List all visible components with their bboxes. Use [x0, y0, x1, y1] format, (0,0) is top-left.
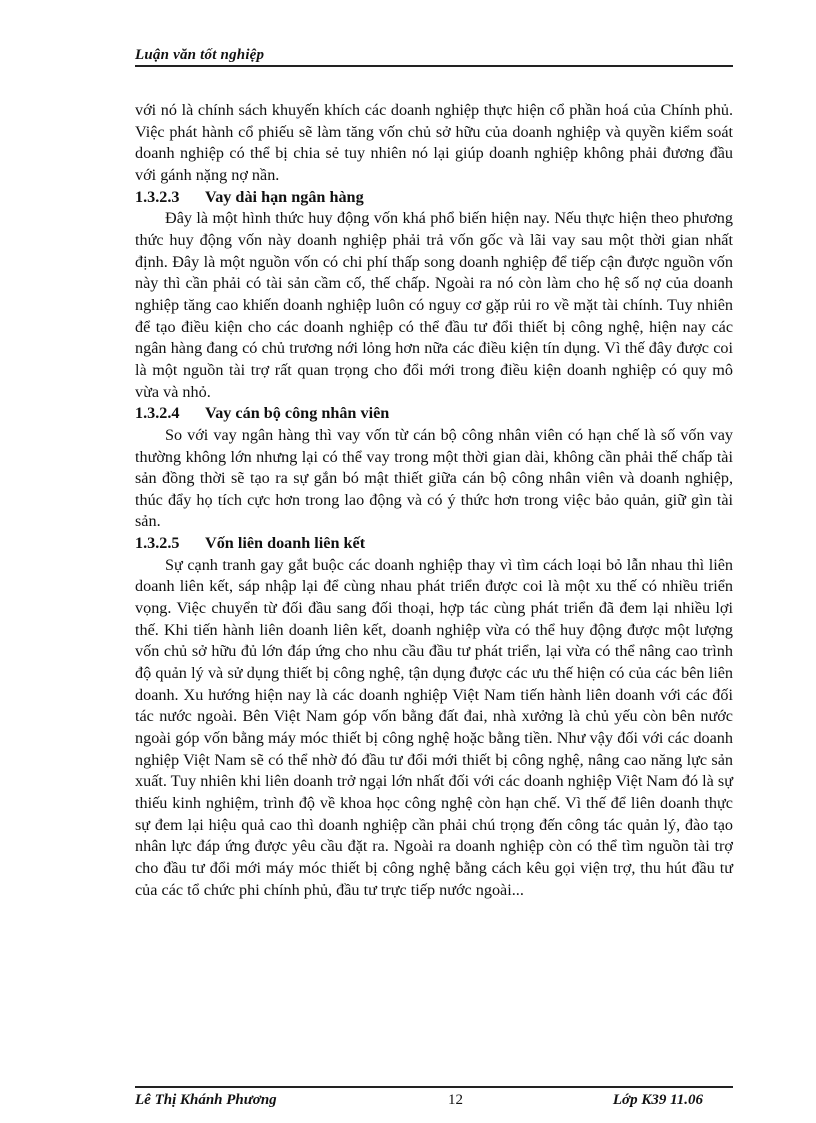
section-title: Vay dài hạn ngân hàng — [205, 187, 364, 206]
page-footer — [135, 1092, 733, 1114]
page-number: 12 — [448, 1092, 463, 1108]
section-heading-1-3-2-3 — [135, 187, 733, 209]
running-header: Luận văn tốt nghiệp — [135, 47, 265, 63]
paragraph-intro: với nó là chính sách khuyến khích các doanh nghiệp thực hiện cổ phần hoá của Chính phủ. Việc phát hành cổ phiếu sẽ làm tăng vốn chủ sở hữu của doanh nghiệp và quyền kiểm soát doanh nghiệp có thể bị chia sẻ tuy nhiên nó lại giúp doanh nghiệp không phải đương đầu với gánh nặng nợ nần. — [135, 101, 733, 184]
paragraph-von-lien-doanh: Sự cạnh tranh gay gắt buộc các doanh nghiệp thay vì tìm cách loại bỏ lẫn nhau thì liên doanh liên kết, sáp nhập lại để cùng nhau phát triển được coi là một xu thế có nhiều triển vọng. Việc chuyển từ đối đầu sang đối thoại, hợp tác cùng phát triển đã đem lại nhiều lợi thế. Khi tiến hành liên doanh liên kết, doanh nghiệp vừa có thể huy động được một lượng vốn chủ sở hữu đủ lớn đáp ứng cho nhu cầu đầu tư phát triển, lại vừa có thể nâng cao trình độ quản lý và sử dụng thiết bị công nghệ, tận dụng được các ưu thế hiện có của các bên liên doanh. Xu hướng hiện nay là các doanh nghiệp Việt Nam tiến hành liên doanh với các đối tác nước ngoài. Bên Việt Nam góp vốn bằng đất đai, nhà xưởng là chủ yếu còn bên nước ngoài góp vốn bằng máy móc thiết bị công nghệ hoặc bằng tiền. Như vậy đối với các doanh nghiệp Việt Nam sẽ có thể nhờ đó đầu tư đổi mới thiết bị công nghệ, nâng cao năng lực sản xuất. Tuy nhiên khi liên doanh trở ngại lớn nhất đối với các doanh nghiệp Việt Nam đó là sự thiếu kinh nghiệm, trình độ về khoa học công nghệ còn hạn chế. Vì thế để liên doanh thực sự đem lại hiệu quả cao thì doanh nghiệp cần phải chú trọng đến công tác quản lý, đào tạo nhân lực đáp ứng được yêu cầu đặt ra. Ngoài ra doanh nghiệp còn có thể tìm nguồn tài trợ cho đầu tư đổi mới máy móc thiết bị công nghệ bằng cách kêu gọi viện trợ, thu hút đầu tư của các tổ chức phi chính phủ, đầu tư trực tiếp nước ngoài... — [135, 555, 733, 899]
body-text — [135, 100, 733, 901]
section-number: 1.3.2.5 — [135, 534, 180, 553]
paragraph-vay-dai-han: Đây là một hình thức huy động vốn khá phổ biến hiện nay. Nếu thực hiện theo phương thức huy động vốn này doanh nghiệp phải trả vốn gốc và lãi vay sau một thời gian nhất định. Đây là một nguồn vốn có chi phí thấp song doanh nghiệp để tiếp cận được nguồn vốn này thì cần phải có tài sản cầm cố, thế chấp. Ngoài ra nó còn làm cho hệ số nợ của doanh nghiệp tăng cao khiến doanh nghiệp luôn có nguy cơ gặp rủi ro về mặt tài chính. Tuy nhiên để tạo điều kiện cho các doanh nghiệp có thể đầu tư đổi thiết bị công nghệ, hiện nay các ngân hàng đang có chủ trương nới lỏng hơn nữa các điều kiện tín dụng. Vì thế đây được coi là một nguồn tài trợ rất quan trọng cho đổi mới trong điều kiện doanh nghiệp có quy mô vừa và nhỏ. — [135, 209, 733, 401]
section-heading-1-3-2-5 — [135, 533, 733, 555]
section-title: Vay cán bộ công nhân viên — [205, 404, 390, 423]
section-heading-1-3-2-4 — [135, 403, 733, 425]
section-number: 1.3.2.4 — [135, 404, 180, 423]
header-rule — [135, 65, 733, 67]
footer-author: Lê Thị Khánh Phương — [135, 1092, 277, 1108]
footer-class: Lớp K39 11.06 — [612, 1092, 703, 1108]
paragraph-vay-can-bo: So với vay ngân hàng thì vay vốn từ cán bộ công nhân viên có hạn chế là số vốn vay thường không lớn nhưng lại có thể vay trong một thời gian dài, không cần phải thế chấp tài sản đồng thời sẽ tạo ra sự gắn bó mật thiết giữa cán bộ công nhân viên và doanh nghiệp, thúc đẩy họ tích cực hơn trong lao động và có ý thức hơn trong việc bảo quản, giữ gìn tài sản. — [135, 425, 733, 531]
section-number: 1.3.2.3 — [135, 187, 180, 206]
section-title: Vốn liên doanh liên kết — [205, 534, 366, 553]
footer-rule — [135, 1086, 733, 1088]
